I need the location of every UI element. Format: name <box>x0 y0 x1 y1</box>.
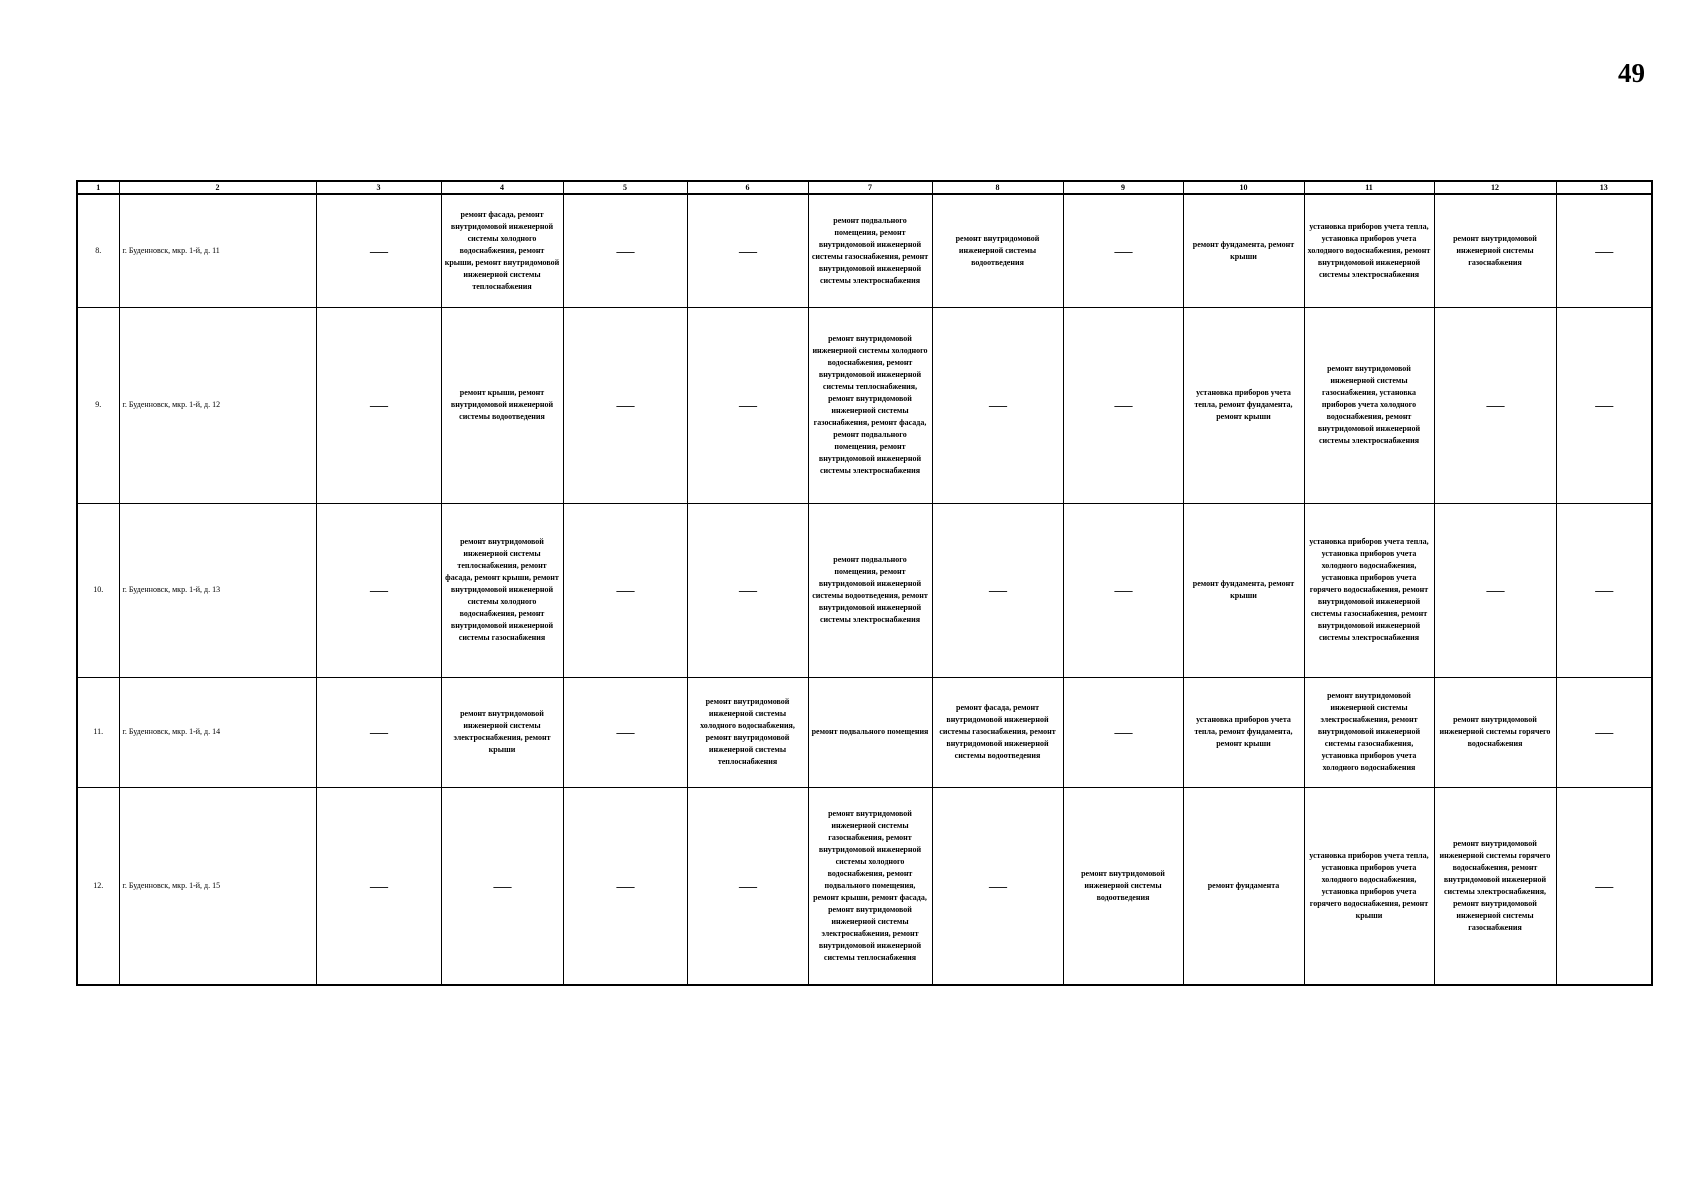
table-cell: — <box>1556 503 1652 677</box>
table-row <box>77 307 1652 503</box>
table-cell: ремонт внутридомовой инженерной системы теплоснабжения, ремонт фасада, ремонт крыши, ремонт внутридомовой инженерной системы холодного водоснабжения, ремонт внутридомовой инженерной системы газоснабжения <box>441 503 563 677</box>
table-cell: — <box>1063 503 1183 677</box>
table-cell: — <box>1063 307 1183 503</box>
address-cell: г. Буденновск, мкр. 1-й, д. 14 <box>119 677 316 787</box>
table-cell: ремонт фасада, ремонт внутридомовой инженерной системы газоснабжения, ремонт внутридомовой инженерной системы водоотведения <box>932 677 1063 787</box>
table-cell: — <box>563 503 687 677</box>
column-header: 3 <box>316 181 441 194</box>
table-cell: — <box>1556 677 1652 787</box>
table-cell: — <box>1434 307 1556 503</box>
table-cell: установка приборов учета тепла, ремонт фундамента, ремонт крыши <box>1183 677 1304 787</box>
table-cell: — <box>316 307 441 503</box>
column-header: 12 <box>1434 181 1556 194</box>
table-cell: — <box>316 503 441 677</box>
table-cell: ремонт внутридомовой инженерной системы холодного водоснабжения, ремонт внутридомовой инженерной системы теплоснабжения <box>687 677 808 787</box>
table-row <box>77 194 1652 307</box>
table-cell: — <box>316 194 441 307</box>
repair-schedule-table <box>76 180 1653 986</box>
table-cell: — <box>932 307 1063 503</box>
table-cell: ремонт фундамента <box>1183 787 1304 985</box>
row-number: 12. <box>77 787 119 985</box>
table-cell: — <box>687 787 808 985</box>
table-cell: ремонт внутридомовой инженерной системы газоснабжения <box>1434 194 1556 307</box>
table-cell: ремонт крыши, ремонт внутридомовой инженерной системы водоотведения <box>441 307 563 503</box>
table-cell: ремонт внутридомовой инженерной системы газоснабжения, установка приборов учета холодного водоснабжения, ремонт внутридомовой инженерной системы электроснабжения <box>1304 307 1434 503</box>
table-cell: ремонт фундамента, ремонт крыши <box>1183 194 1304 307</box>
table-cell: ремонт фундамента, ремонт крыши <box>1183 503 1304 677</box>
table-cell: ремонт внутридомовой инженерной системы газоснабжения, ремонт внутридомовой инженерной системы холодного водоснабжения, ремонт подвального помещения, ремонт крыши, ремонт фасада, ремонт внутридомовой инженерной системы электроснабжения, ремонт внутридомовой инженерной системы теплоснабжения <box>808 787 932 985</box>
column-header: 1 <box>77 181 119 194</box>
row-number: 10. <box>77 503 119 677</box>
table-cell: ремонт подвального помещения, ремонт внутридомовой инженерной системы водоотведения, ремонт внутридомовой инженерной системы электроснабжения <box>808 503 932 677</box>
column-header: 10 <box>1183 181 1304 194</box>
table-cell: — <box>687 307 808 503</box>
row-number: 11. <box>77 677 119 787</box>
table-cell: — <box>687 194 808 307</box>
column-header: 11 <box>1304 181 1434 194</box>
table-cell: ремонт фасада, ремонт внутридомовой инженерной системы холодного водоснабжения, ремонт крыши, ремонт внутридомовой инженерной системы теплоснабжения <box>441 194 563 307</box>
table-cell: — <box>1434 503 1556 677</box>
table-cell: — <box>441 787 563 985</box>
column-header: 5 <box>563 181 687 194</box>
table-cell: — <box>316 787 441 985</box>
table-cell: — <box>1556 307 1652 503</box>
address-cell: г. Буденновск, мкр. 1-й, д. 12 <box>119 307 316 503</box>
table-cell: установка приборов учета тепла, ремонт фундамента, ремонт крыши <box>1183 307 1304 503</box>
table-cell: — <box>932 787 1063 985</box>
table-cell: — <box>687 503 808 677</box>
column-header: 13 <box>1556 181 1652 194</box>
table-cell: — <box>932 503 1063 677</box>
table-row <box>77 787 1652 985</box>
table-cell: — <box>563 307 687 503</box>
table-cell: установка приборов учета тепла, установка приборов учета холодного водоснабжения, установка приборов учета горячего водоснабжения, ремонт крыши <box>1304 787 1434 985</box>
column-header: 9 <box>1063 181 1183 194</box>
column-header: 4 <box>441 181 563 194</box>
table-cell: ремонт подвального помещения <box>808 677 932 787</box>
row-number: 8. <box>77 194 119 307</box>
column-header: 7 <box>808 181 932 194</box>
table-cell: ремонт внутридомовой инженерной системы холодного водоснабжения, ремонт внутридомовой инженерной системы теплоснабжения, ремонт внутридомовой инженерной системы газоснабжения, ремонт фасада, ремонт подвального помещения, ремонт внутридомовой инженерной системы электроснабжения <box>808 307 932 503</box>
address-cell: г. Буденновск, мкр. 1-й, д. 15 <box>119 787 316 985</box>
column-header: 2 <box>119 181 316 194</box>
header-row <box>77 181 1652 194</box>
table-cell: ремонт внутридомовой инженерной системы электроснабжения, ремонт внутридомовой инженерной системы газоснабжения, установка приборов учета холодного водоснабжения <box>1304 677 1434 787</box>
table-cell: установка приборов учета тепла, установка приборов учета холодного водоснабжения, ремонт внутридомовой инженерной системы электроснабжения <box>1304 194 1434 307</box>
table-cell: — <box>1556 194 1652 307</box>
table-cell: — <box>1063 677 1183 787</box>
table-row <box>77 503 1652 677</box>
table-cell: ремонт подвального помещения, ремонт внутридомовой инженерной системы газоснабжения, ремонт внутридомовой инженерной системы электроснабжения <box>808 194 932 307</box>
column-header: 8 <box>932 181 1063 194</box>
table-cell: — <box>563 194 687 307</box>
table-cell: ремонт внутридомовой инженерной системы горячего водоснабжения <box>1434 677 1556 787</box>
address-cell: г. Буденновск, мкр. 1-й, д. 13 <box>119 503 316 677</box>
table-cell: ремонт внутридомовой инженерной системы горячего водоснабжения, ремонт внутридомовой инженерной системы электроснабжения, ремонт внутридомовой инженерной системы газоснабжения <box>1434 787 1556 985</box>
table-cell: установка приборов учета тепла, установка приборов учета холодного водоснабжения, установка приборов учета горячего водоснабжения, ремонт внутридомовой инженерной системы газоснабжения, ремонт внутридомовой инженерной системы электроснабжения <box>1304 503 1434 677</box>
page-number: 49 <box>1618 58 1645 88</box>
row-number: 9. <box>77 307 119 503</box>
table-cell: — <box>1063 194 1183 307</box>
address-cell: г. Буденновск, мкр. 1-й, д. 11 <box>119 194 316 307</box>
table-cell: ремонт внутридомовой инженерной системы электроснабжения, ремонт крыши <box>441 677 563 787</box>
table-cell: — <box>1556 787 1652 985</box>
table-cell: — <box>563 787 687 985</box>
table-cell: ремонт внутридомовой инженерной системы водоотведения <box>1063 787 1183 985</box>
table-cell: — <box>316 677 441 787</box>
column-header: 6 <box>687 181 808 194</box>
table-cell: — <box>563 677 687 787</box>
table-row <box>77 677 1652 787</box>
table-cell: ремонт внутридомовой инженерной системы водоотведения <box>932 194 1063 307</box>
